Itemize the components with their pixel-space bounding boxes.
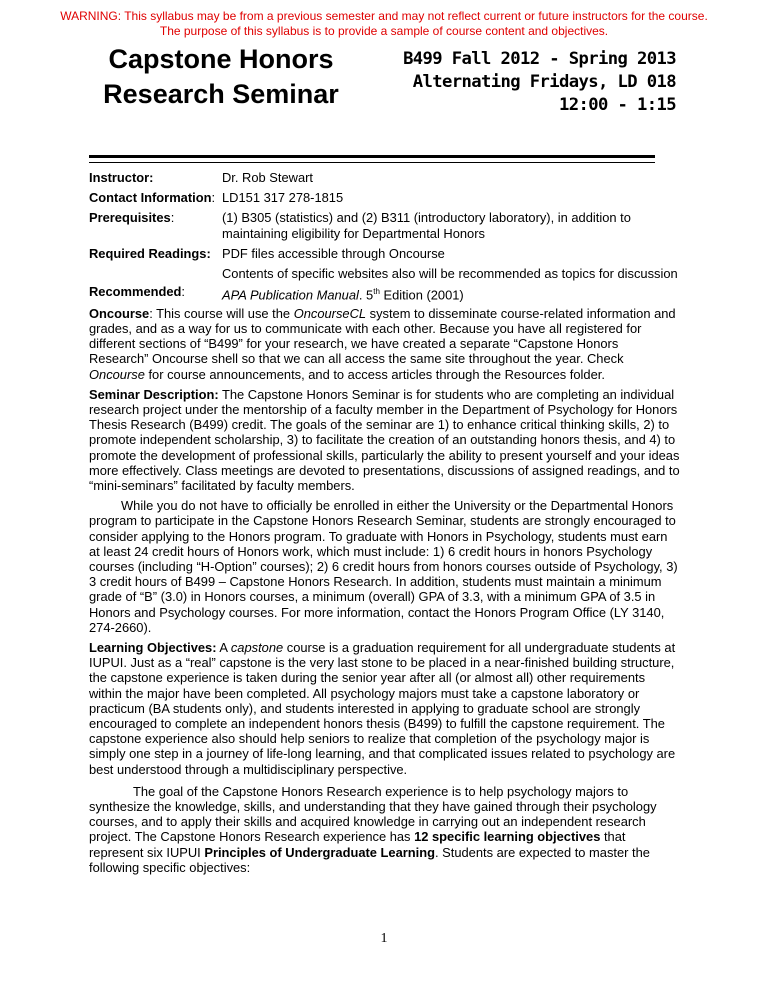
warning-line-1: WARNING: This syllabus may be from a previous semester and may not reflect current or future instructors for the course.: [60, 9, 708, 23]
course-term: B499 Fall 2012 - Spring 2013: [403, 49, 676, 69]
recommended-label: Recommended:: [89, 284, 185, 300]
syllabus-body: [89, 170, 681, 880]
oncourse-paragraph: Oncourse: This course will use the OncourseCL system to disseminate course-related information and grades, and as a way for us to communicate with each other. Because you have all registered for different sections of “B499” for your research, we have created a separate “Capstone Honors Research” Oncourse shell so that we can all access the same site throughout the year. Check Oncourse for course announcements, and to access articles through the Resources folder.: [89, 305, 676, 382]
prerequisites-label: Prerequisites:: [89, 210, 175, 226]
header-divider-thick: [89, 155, 655, 158]
readings-row: [89, 246, 681, 281]
readings-value: [222, 246, 681, 281]
course-meeting-location: Alternating Fridays, LD 018: [412, 72, 676, 92]
contact-value: LD151 317 278-1815: [222, 190, 344, 206]
contact-row: [89, 190, 681, 205]
instructor-row: [89, 170, 681, 185]
seminar-description-paragraph: Seminar Description: The Capstone Honors Seminar is for students who are completing an individual research project under the mentorship of a faculty member in the Department of Psychology for Honors Thesis Research (B499) credit. The goals of the seminar are 1) to enhance critical thinking skills, 2) to promote independent scholarship, 3) to facilitate the creation of an outstanding honors thesis, and 4) to promote the development of professional skills, particularly the ability to present yourself and your ideas more effectively. Class meetings are devoted to presentations, discussions of assigned readings, and to “mini-seminars” facilitated by faculty members.: [89, 386, 680, 493]
readings-item-1: PDF files accessible through Oncourse: [222, 245, 445, 261]
header-divider-thin: [89, 162, 655, 163]
readings-item-2: Contents of specific websites also will be recommended as topics for discussion: [222, 266, 678, 282]
page-number: 1: [380, 931, 388, 946]
recommended-row: [89, 284, 681, 303]
honors-paragraph: While you do not have to officially be enrolled in either the University or the Departmental Honors program to participate in the Capstone Honors Research Seminar, students are strongly encouraged to consider applying to the Honors program. To graduate with Honors in Psychology, students must earn at least 24 credit hours of Honors work, which must include: 1) 6 credit hours in honors Psychology courses (including “H-Option” courses); 2) 6 credit hours from honors courses outside of Psychology, 3) 3 credit hours of B499 – Capstone Honors Research. In addition, students must maintain a minimum grade of “B” (3.0) in Honors courses, a minimum (overall) GPA of 3.3, with a minimum GPA of 3.5 in Honors and Psychology courses. For more information, contact the Honors Program Office (LY 3140, 274-2660).: [89, 498, 678, 635]
prerequisites-row: [89, 210, 681, 240]
course-meeting-time: 12:00 - 1:15: [559, 95, 676, 115]
learning-objectives-paragraph: Learning Objectives: A capstone course is a graduation requirement for all undergraduate students at IUPUI. Just as a “real” capstone is the very last stone to be placed in a near-finished building structure, the capstone experience is taken during the senior year after all (or almost all) other requirements within the major have been completed. All psychology majors must take a capstone laboratory or practicum (BA students only), and students interested in applying to graduate school are strongly encouraged to complete an independent honors thesis (B499) to fulfill the capstone requirement. The capstone experience also should help seniors to realize that completion of the psychology major is simply one step in a journey of life-long learning, and that complicated issues related to psychology are best understood through a multidisciplinary perspective.: [89, 639, 676, 777]
course-title-line-2: Research Seminar: [103, 79, 339, 109]
prerequisites-value: (1) B305 (statistics) and (2) B311 (introductory laboratory), in addition to maintaining eligibility for Departmental Honors: [222, 210, 631, 241]
goal-paragraph: The goal of the Capstone Honors Research experience is to help psychology majors to synthesize the knowledge, skills, and understanding that they have gained through their psychology courses, and to apply their skills and acquired knowledge in carrying out an independent research project. The Capstone Honors Research experience has 12 specific learning objectives that represent six IUPUI Principles of Undergraduate Learning. Students are expected to master the following specific objectives:: [89, 783, 657, 875]
instructor-value: Dr. Rob Stewart: [222, 170, 313, 185]
course-title: [88, 42, 354, 112]
instructor-label: Instructor:: [89, 170, 154, 185]
course-schedule: [403, 48, 676, 117]
contact-label: Contact Information:: [89, 190, 216, 206]
syllabus-warning: [0, 9, 768, 39]
readings-label: Required Readings:: [89, 245, 211, 261]
course-title-line-1: Capstone Honors: [108, 44, 334, 74]
recommended-value: APA Publication Manual. 5th Edition (2001): [222, 287, 464, 303]
warning-line-2: The purpose of this syllabus is to provide a sample of course content and objectives.: [159, 24, 609, 38]
